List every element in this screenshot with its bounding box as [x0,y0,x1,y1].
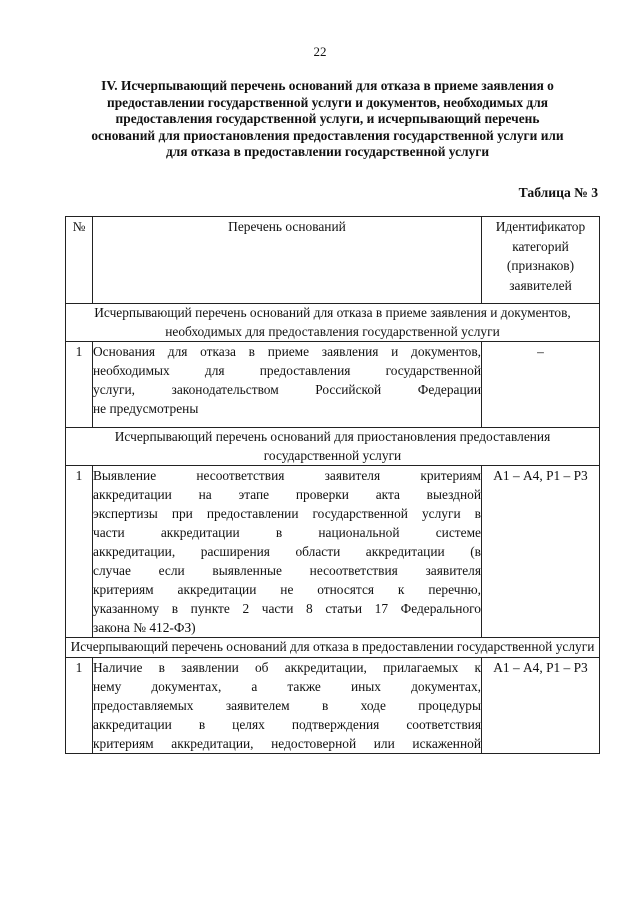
section-title: Исчерпывающий перечень оснований для отказа в приеме заявления и документов, необходимых для предоставления государственной услуги [66,304,600,342]
header-grounds: Перечень оснований [93,217,482,304]
table-row [66,342,600,428]
text-line: необходимых для предоставления государственной [93,363,481,378]
text-line: части аккредитации в национальной системе [93,525,481,540]
header-number: № [66,217,93,304]
row-grounds-text [93,466,482,638]
text-line: аккредитации на этапе проверки акта выездной [93,487,481,502]
text-line: нему документах, а также иных документах, [93,678,481,694]
section-heading [40,78,615,161]
text-line: предоставляемых заявителем в ходе процедуры [93,697,481,713]
grounds-table [65,216,600,754]
text-line: Наличие в заявлении об аккредитации, прилагаемых к [93,659,481,675]
table-row [66,466,600,638]
heading-line: для отказа в предоставлении государственной услуги [165,144,490,159]
section-row [66,304,600,342]
row-number: 1 [66,657,93,753]
row-grounds-text [93,342,482,428]
row-applicant-categories: А1 – А4, Р1 – Р3 [482,466,600,638]
page-number: 22 [313,44,327,59]
text-line: Основания для отказа в приеме заявления и документов, [93,344,481,359]
heading-line: IV. Исчерпывающий перечень оснований для отказа в приеме заявления о [101,78,554,93]
heading-line: предоставления государственной услуги, и исчерпывающий перечень [115,111,540,126]
section-title: Исчерпывающий перечень оснований для отказа в предоставлении государственной услуги [66,638,600,658]
text-line: критериям аккредитации не относятся к перечню, [93,582,481,597]
text-line: не предусмотрены [93,401,199,416]
text-line: аккредитации, расширения области аккредитации (в [93,544,481,559]
section-row [66,428,600,466]
text-line: экспертизы при предоставлении государственной услуги в [93,506,481,521]
section-row [66,638,600,658]
text-line: критериям аккредитации, недостоверной или искаженной [93,735,481,751]
row-grounds-text [93,657,482,753]
table-header-row [66,217,600,304]
row-applicant-categories: – [482,342,600,428]
table-row [66,657,600,753]
text-line: случае если выявленные несоответствия заявителя [93,563,481,578]
text-line: услуги, законодательством Российской Федерации [93,382,481,397]
text-line: аккредитации в целях подтверждения соответствия [93,716,481,732]
text-line: указанному в пункте 2 части 8 статьи 17 Федерального [93,601,481,616]
table-caption: Таблица № 3 [518,185,598,200]
section-title: Исчерпывающий перечень оснований для приостановления предоставления государственной услуги [66,428,600,466]
heading-line: предоставлении государственной услуги и документов, необходимых для [107,94,548,110]
row-number: 1 [66,342,93,428]
header-applicant-categories: Идентификатор категорий (признаков) заявителей [482,217,600,304]
text-line: закона № 412-ФЗ) [93,620,196,635]
heading-line: оснований для приостановления предоставления государственной услуги или [91,127,564,143]
row-applicant-categories: А1 – А4, Р1 – Р3 [482,657,600,753]
text-line: Выявление несоответствия заявителя критериям [93,468,481,483]
row-number: 1 [66,466,93,638]
